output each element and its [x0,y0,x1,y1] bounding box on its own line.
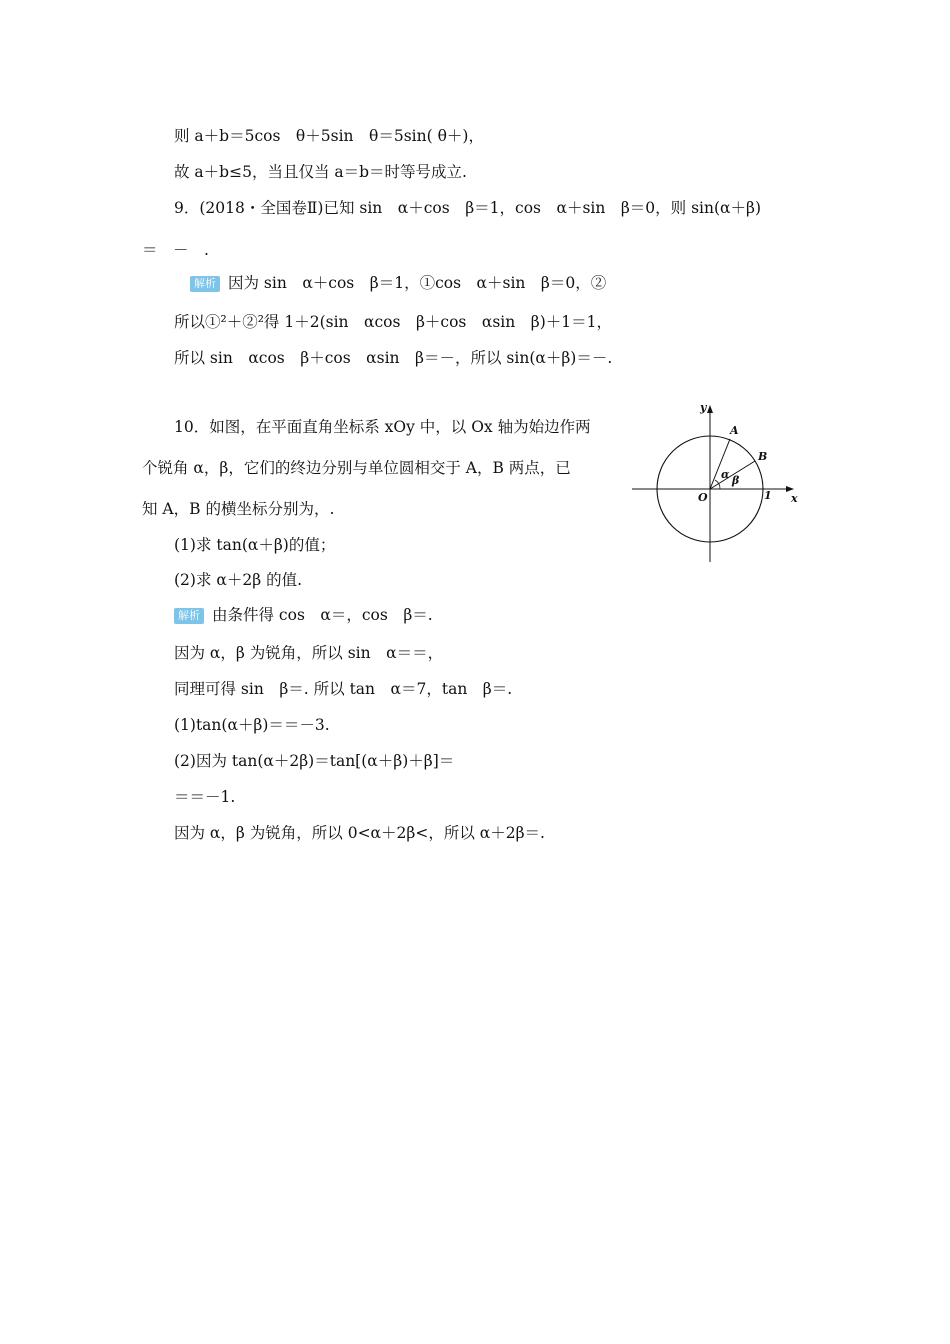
solution-line: 所以 sin αcos β＋cos αsin β＝－，所以 sin(α＋β)＝－. [174,349,613,367]
solution-line: (1)tan(α＋β)＝＝－3. [174,716,330,734]
answer-9: ＝ － . [142,241,209,259]
point-a-label: A [730,424,739,437]
sub-question: (2)求 α＋2β 的值. [174,571,303,589]
ray-oa [710,439,730,489]
unit-circle-figure [628,397,808,567]
solution-line: ＝＝－1. [174,788,236,806]
y-label: y [700,401,707,414]
solution-line [174,605,433,625]
solution-text: 因为 sin α＋cos β＝1，①cos α＋sin β＝0，② [228,274,607,292]
question-10-cont: 知 A，B 的横坐标分别为，. [142,500,335,518]
beta-label: β [732,474,740,487]
origin-label: O [698,491,708,504]
solution-line: 同理可得 sin β＝. 所以 tan α＝7，tan β＝. [174,680,513,698]
solution-line [190,273,606,293]
solution-line: 所以①²＋②²得 1＋2(sin αcos β＋cos αsin β)＋1＝1， [174,313,612,331]
solution-line: 因为 α，β 为锐角，所以 sin α＝＝， [174,644,444,662]
one-label: 1 [764,489,772,502]
y-axis-arrow [707,405,713,413]
solution-text: 由条件得 cos α＝，cos β＝. [212,606,433,624]
alpha-label: α [721,468,730,481]
solution-line: 则 a＋b＝5cos θ＋5sin θ＝5sin( θ＋)， [174,127,484,145]
solution-line: (2)因为 tan(α＋2β)＝tan[(α＋β)＋β]＝ [174,752,455,770]
question-10-cont: 个锐角 α，β，它们的终边分别与单位圆相交于 A，B 两点，已 [142,459,571,477]
point-b-label: B [758,450,768,463]
solution-line: 因为 α，β 为锐角，所以 0<α＋2β<，所以 α＋2β＝. [174,824,545,842]
question-10: 10．如图，在平面直角坐标系 xOy 中，以 Ox 轴为始边作两 [174,418,591,436]
x-label: x [791,492,798,505]
question-9: 9．(2018・全国卷Ⅱ)已知 sin α＋cos β＝1，cos α＋sin β＝0，则 sin(α＋β) [174,199,762,217]
solution-line: 故 a＋b≤5，当且仅当 a＝b＝时等号成立. [174,163,467,181]
sub-question: (1)求 tan(α＋β)的值； [174,536,336,554]
analysis-tag: 解析 [174,608,204,624]
analysis-tag: 解析 [190,276,220,292]
